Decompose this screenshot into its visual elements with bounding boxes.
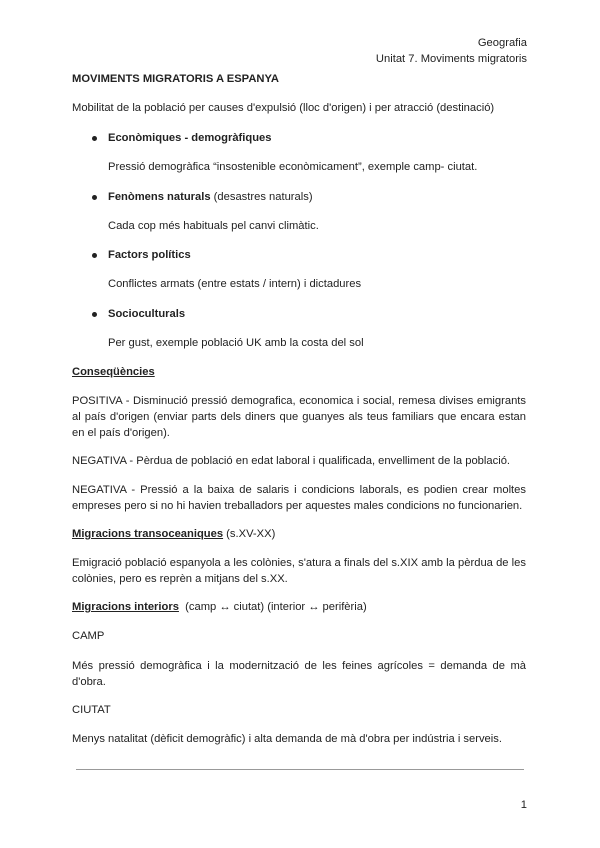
- cause-title-label: Factors polítics: [108, 249, 191, 261]
- bullet-icon: [92, 136, 97, 141]
- cause-title: [108, 306, 185, 322]
- footer-divider: [76, 769, 524, 770]
- cause-title: [108, 247, 191, 263]
- header-unit: Unitat 7. Moviments migratoris: [375, 53, 527, 65]
- cause-description: Conflictes armats (entre estats / intern) i dictadures: [108, 278, 362, 290]
- header-subject: Geografia: [477, 37, 527, 49]
- page-number: 1: [520, 799, 527, 811]
- cause-description: Cada cop més habituals pel canvi climàtic.: [108, 220, 319, 232]
- transoceanic-heading-suffix: (s.XV-XX): [223, 528, 276, 540]
- consequence-negative-1: NEGATIVA - Pèrdua de població en edat laboral i qualificada, envelliment de la població.: [72, 455, 511, 467]
- intro-text: Mobilitat de la població per causes d'expulsió (lloc d'origen) i per atracció (destinació): [72, 102, 495, 114]
- page-title: MOVIMENTS MIGRATORIS A ESPANYA: [72, 73, 279, 85]
- cause-title: [108, 130, 272, 146]
- bullet-icon: [92, 312, 97, 317]
- transoceanic-heading: [72, 526, 275, 542]
- cause-title-label: Fenòmens naturals: [108, 191, 211, 203]
- interior-heading: [72, 599, 367, 615]
- consequence-negative-2: NEGATIVA - Pressió a la baixa de salaris i condicions laborals, es podien crear moltes empreses pero si no hi havien treballadors per aquestes males condicions no funcionarien.: [72, 484, 526, 512]
- camp-text: Més pressió demogràfica i la modernització de les feines agrícoles = demanda de mà d'obra.: [72, 660, 526, 688]
- transoceanic-heading-label: Migracions transoceaniques: [72, 528, 224, 540]
- cause-title: [108, 189, 313, 205]
- ciutat-label: CIUTAT: [72, 704, 111, 716]
- interior-heading-label: Migracions interiors: [72, 601, 179, 613]
- bullet-icon: [92, 253, 97, 258]
- transoceanic-text: Emigració població espanyola a les colònies, s'atura a finals del s.XIX amb la pèrdua de les colònies, pero es reprèn a mitjans del s.XX.: [72, 557, 526, 585]
- cause-description: Per gust, exemple població UK amb la costa del sol: [108, 337, 364, 349]
- consequences-heading: Conseqüències: [72, 366, 155, 378]
- cause-description: Pressió demogràfica “insostenible econòmicament”, exemple camp- ciutat.: [108, 161, 478, 173]
- camp-label: CAMP: [72, 630, 105, 642]
- cause-title-extra: (desastres naturals): [210, 191, 313, 203]
- ciutat-text: Menys natalitat (dèficit demogràfic) i alta demanda de mà d'obra per indústria i serveis.: [72, 733, 502, 745]
- bullet-icon: [92, 195, 97, 200]
- interior-heading-suffix: (camp ↔ ciutat) (interior ↔ perifèria): [178, 601, 367, 613]
- consequence-positive: POSITIVA - Disminució pressió demografica, economica i social, remesa divises emigrants al país d'origen (enviar parts dels diners que guanyes als teus familiars que encara estan en el país d'origen).: [72, 395, 526, 439]
- cause-title-label: Econòmiques - demogràfiques: [108, 132, 272, 144]
- cause-title-label: Socioculturals: [108, 308, 186, 320]
